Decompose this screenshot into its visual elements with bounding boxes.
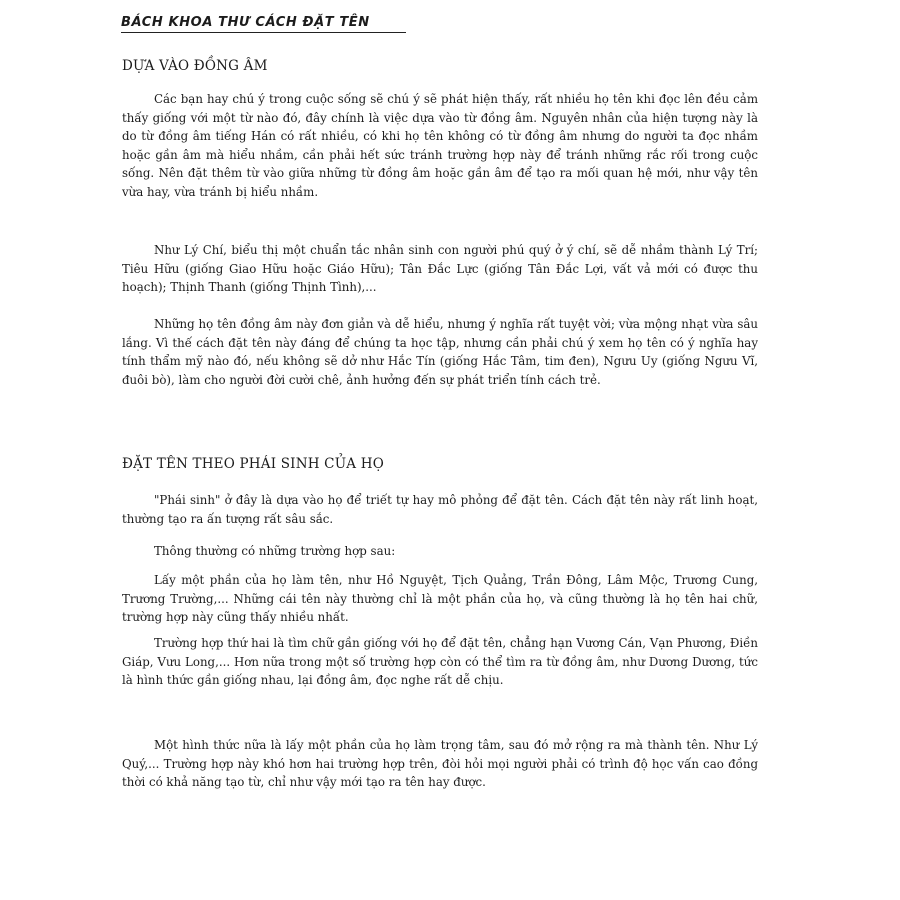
running-head: BÁCH KHOA THƯ CÁCH ĐẶT TÊN: [121, 15, 406, 33]
paragraph: Một hình thức nữa là lấy một phần của họ làm trọng tâm, sau đó mở rộng ra mà thành tên. Như Lý Quý,... Trường hợp này khó hơn hai trường hợp trên, đòi hỏi mọi người phải có trình độ học vấn cao đồng thời có khả năng tạo từ, chỉ như vậy mới tạo ra tên hay được.: [122, 738, 758, 789]
section-dong-am-body: [122, 315, 758, 389]
paragraph: Như Lý Chí, biểu thị một chuẩn tắc nhân sinh con người phú quý ở ý chí, sẽ dễ nhầm thành Lý Trí; Tiêu Hữu (giống Giao Hữu hoặc Giáo Hữu); Tân Đắc Lực (giống Tân Đắc Lợi, vất vả mới có được thu hoạch); Thịnh Thanh (giống Thịnh Tình),...: [122, 243, 758, 294]
section-phai-sinh-body: [122, 634, 758, 690]
paragraph: Lấy một phần của họ làm tên, như Hồ Nguyệt, Tịch Quảng, Trần Đông, Lâm Mộc, Trương Cung, Trương Trường,... Những cái tên này thường chỉ là một phần của họ, và cũng thường là họ tên hai chữ, trường hợp này cũng thấy nhiều nhất.: [122, 573, 758, 624]
section-dong-am-body: [122, 241, 758, 297]
section-heading: DỰA VÀO ĐỒNG ÂM: [122, 58, 268, 74]
paragraph: Trường hợp thứ hai là tìm chữ gần giống với họ để đặt tên, chẳng hạn Vương Cán, Vạn Phương, Điền Giáp, Vưu Long,... Hơn nữa trong một số trường hợp còn có thể tìm ra từ đồng âm, như Dương Dương, tức là hình thức gần giống nhau, lại đồng âm, đọc nghe rất dễ chịu.: [122, 636, 758, 687]
paragraph: Thông thường có những trường hợp sau:: [154, 544, 396, 558]
section-dong-am-body: [122, 90, 758, 201]
paragraph: Các bạn hay chú ý trong cuộc sống sẽ chú ý sẽ phát hiện thấy, rất nhiều họ tên khi đọc lên đều cảm thấy giống với một từ nào đó, đây chính là việc dựa vào từ đồng âm. Nguyên nhân của hiện tượng này là do từ đồng âm tiếng Hán có rất nhiều, có khi họ tên không có từ đồng âm nhưng do người ta đọc nhầm hoặc gần âm mà hiểu nhầm, cần phải hết sức tránh trường hợp này để tránh những rắc rối trong cuộc sống. Nên đặt thêm từ vào giữa những từ đồng âm hoặc gần âm để tạo ra mối quan hệ mới, như vậy tên vừa hay, vừa tránh bị hiểu nhầm.: [122, 92, 758, 199]
section-phai-sinh-body: [122, 571, 758, 627]
section-heading: ĐẶT TÊN THEO PHÁI SINH CỦA HỌ: [122, 456, 384, 472]
section-phai-sinh-body: [122, 491, 758, 528]
section-heading-phai-sinh: [122, 456, 758, 472]
section-phai-sinh-body: [122, 542, 758, 561]
section-heading-dong-am: [122, 58, 758, 74]
paragraph: "Phái sinh" ở đây là dựa vào họ để triết tự hay mô phỏng để đặt tên. Cách đặt tên này rất linh hoạt, thường tạo ra ấn tượng rất sâu sắc.: [122, 493, 758, 526]
paragraph: Những họ tên đồng âm này đơn giản và dễ hiểu, nhưng ý nghĩa rất tuyệt vời; vừa mộng nhạt vừa sâu lắng. Vì thế cách đặt tên này đáng để chúng ta học tập, nhưng cần phải chú ý xem họ tên có ý nghĩa hay tính thẩm mỹ nào đó, nếu không sẽ dở như Hắc Tín (giống Hắc Tâm, tim đen), Ngưu Uy (giống Ngưu Vĩ, đuôi bò), làm cho người đời cười chê, ảnh hưởng đến sự phát triển tính cách trẻ.: [122, 317, 758, 387]
section-phai-sinh-body: [122, 736, 758, 792]
